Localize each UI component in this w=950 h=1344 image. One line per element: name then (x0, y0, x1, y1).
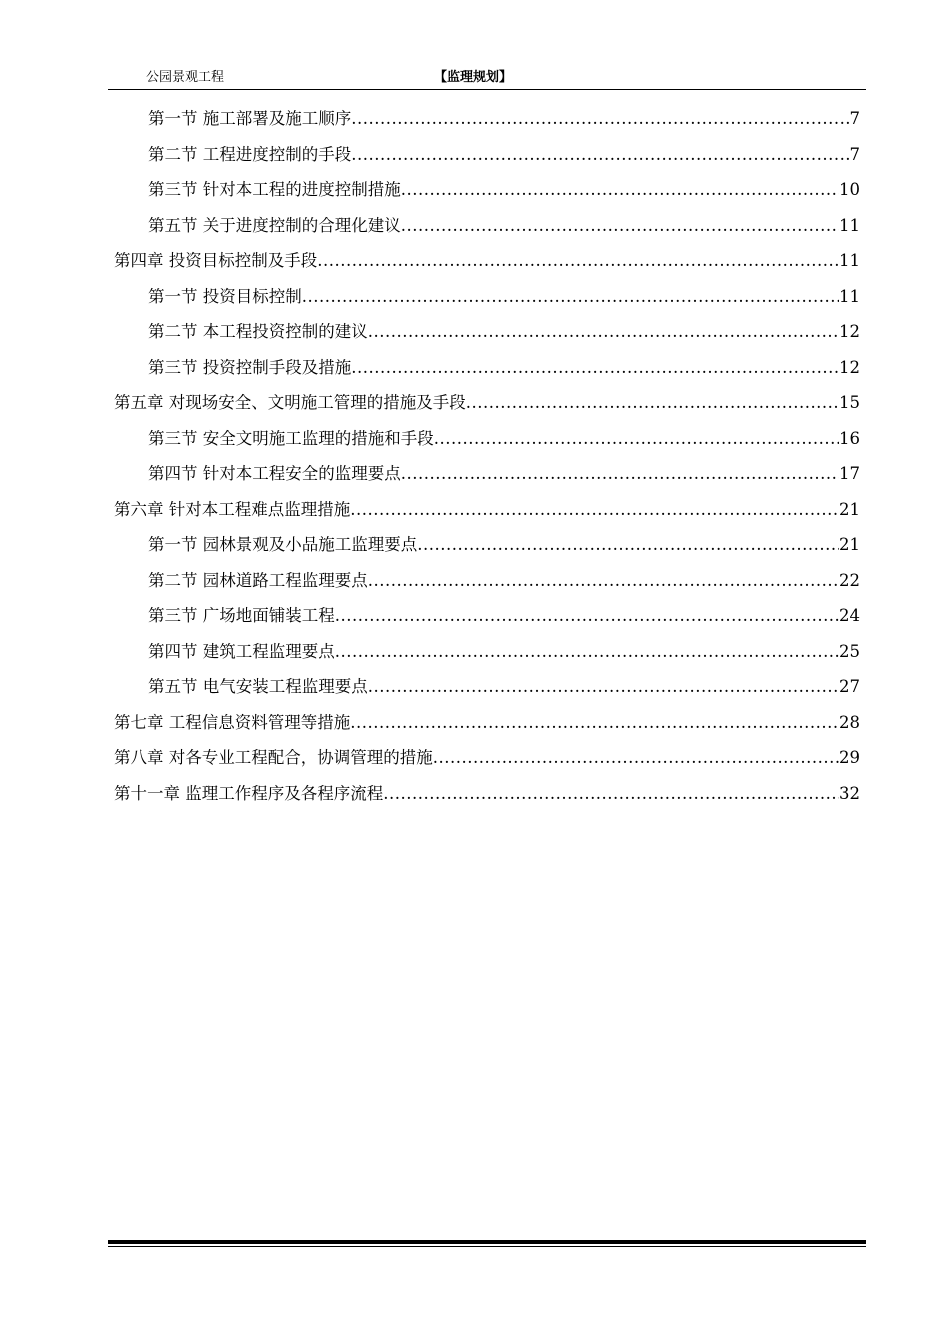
toc-entry-title: 第十一章 监理工作程序及各程序流程 (114, 783, 384, 803)
header-document-type: 【监理规划】 (434, 70, 513, 85)
toc-entry[interactable] (148, 461, 860, 487)
header-project-name: 公园景观工程 (146, 70, 225, 85)
toc-dot-leader (417, 532, 839, 558)
toc-entry-title: 第三节 安全文明施工监理的措施和手段 (148, 428, 434, 448)
toc-entry-page: 21 (839, 535, 860, 554)
toc-entry-title: 第二节 工程进度控制的手段 (148, 144, 352, 164)
toc-entry-title: 第八章 对各专业工程配合，协调管理的措施 (114, 748, 433, 767)
toc-dot-leader (335, 603, 839, 629)
toc-entry-title: 第六章 针对本工程难点监理措施 (114, 499, 351, 519)
toc-entry-title: 第二节 园林道路工程监理要点 (148, 570, 368, 590)
toc-dot-leader (335, 639, 839, 665)
toc-dot-leader (368, 674, 839, 700)
toc-dot-leader (351, 142, 849, 168)
toc-entry[interactable] (148, 177, 860, 203)
toc-entry-page: 22 (839, 570, 860, 590)
toc-entry-title: 第一节 施工部署及施工顺序 (148, 109, 352, 128)
toc-dot-leader (466, 390, 839, 416)
toc-dot-leader (351, 355, 839, 381)
toc-entry-page: 24 (839, 606, 860, 625)
toc-entry[interactable] (148, 639, 860, 665)
toc-dot-leader (368, 319, 839, 345)
toc-entry[interactable] (114, 745, 860, 771)
toc-entry-title: 第三节 针对本工程的进度控制措施 (148, 180, 401, 199)
toc-entry[interactable] (148, 213, 860, 239)
toc-entry[interactable] (148, 568, 860, 594)
toc-dot-leader (383, 781, 839, 807)
toc-entry[interactable] (114, 390, 860, 416)
toc-dot-leader (350, 710, 839, 736)
toc-entry-page: 10 (839, 180, 860, 199)
toc-entry[interactable] (148, 426, 860, 452)
footer-rule-thin (108, 1246, 866, 1247)
toc-entry[interactable] (114, 710, 860, 736)
toc-entry-title: 第五节 电气安装工程监理要点 (148, 677, 368, 696)
toc-entry-page: 12 (839, 357, 860, 377)
toc-entry[interactable] (114, 497, 860, 523)
toc-entry[interactable] (148, 142, 860, 168)
toc-dot-leader (302, 284, 839, 310)
toc-entry-title: 第一节 投资目标控制 (148, 286, 302, 306)
toc-entry-page: 16 (839, 428, 860, 448)
toc-entry-title: 第五节 关于进度控制的合理化建议 (148, 215, 401, 235)
toc-dot-leader (401, 213, 839, 239)
toc-dot-leader (368, 568, 839, 594)
toc-entry-title: 第三节 广场地面铺装工程 (148, 606, 335, 625)
toc-entry-page: 25 (839, 641, 860, 661)
toc-entry-page: 28 (839, 712, 860, 732)
toc-entry[interactable] (148, 106, 860, 132)
toc-entry-title: 第七章 工程信息资料管理等措施 (114, 712, 351, 732)
toc-dot-leader (434, 426, 839, 452)
toc-entry-page: 21 (839, 499, 860, 519)
toc-entry-page: 29 (839, 748, 860, 767)
footer-rule-thick (108, 1240, 866, 1244)
toc-entry[interactable] (114, 248, 860, 274)
toc-entry-page: 11 (839, 215, 860, 235)
toc-entry-page: 11 (839, 251, 860, 270)
toc-entry-title: 第四节 建筑工程监理要点 (148, 641, 335, 661)
toc-entry-page: 17 (839, 464, 860, 483)
toc-entry-page: 7 (849, 144, 860, 164)
toc-entry-title: 第三节 投资控制手段及措施 (148, 357, 352, 377)
toc-dot-leader (401, 461, 839, 487)
header-rule (108, 89, 866, 90)
toc-dot-leader (433, 745, 839, 771)
toc-entry-page: 27 (839, 677, 860, 696)
toc-entry-page: 12 (839, 322, 860, 341)
toc-entry-page: 15 (839, 393, 860, 412)
toc-entry-title: 第五章 对现场安全、文明施工管理的措施及手段 (114, 393, 466, 412)
toc-entry[interactable] (148, 674, 860, 700)
toc-dot-leader (350, 497, 839, 523)
toc-entry-title: 第二节 本工程投资控制的建议 (148, 322, 368, 341)
toc-entry-page: 32 (839, 783, 860, 803)
toc-entry-page: 7 (849, 109, 860, 128)
toc-dot-leader (317, 248, 839, 274)
toc-dot-leader (351, 106, 849, 132)
toc-entry-title: 第四章 投资目标控制及手段 (114, 251, 318, 270)
toc-entry-page: 11 (839, 286, 860, 306)
toc-entry[interactable] (148, 355, 860, 381)
toc-entry[interactable] (148, 532, 860, 558)
toc-entry-title: 第四节 针对本工程安全的监理要点 (148, 464, 401, 483)
toc-entry[interactable] (148, 284, 860, 310)
toc-entry[interactable] (148, 319, 860, 345)
toc-dot-leader (401, 177, 839, 203)
toc-entry[interactable] (114, 781, 860, 807)
toc-entry-title: 第一节 园林景观及小品施工监理要点 (148, 535, 418, 554)
toc-entry[interactable] (148, 603, 860, 629)
